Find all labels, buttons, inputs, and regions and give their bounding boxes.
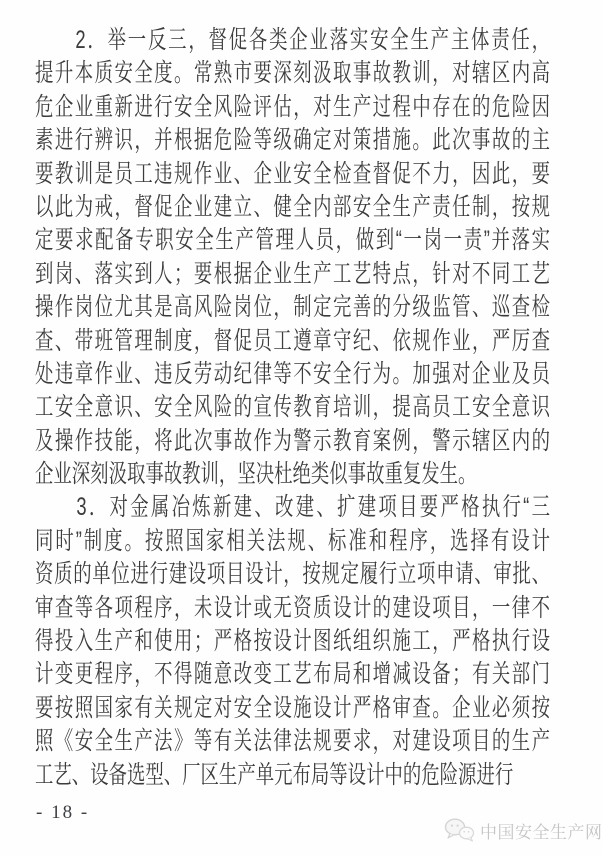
text-line: 3．对金属冶炼新建、改建、扩建项目要严格执行“三 — [35, 493, 550, 522]
text-line: 同时”制度。按照国家相关法规、标准和程序，选择有设计 — [35, 526, 550, 555]
text-line: 审查等各项程序，未设计或无资质设计的建设项目，一律不 — [35, 593, 550, 622]
text-line: 提升本质安全度。常熟市要深刻汲取事故教训，对辖区内高 — [35, 59, 550, 88]
text-line: 危企业重新进行安全风险评估，对生产过程中存在的危险因 — [35, 92, 550, 121]
text-line: 处违章作业、违反劳动纪律等不安全行为。加强对企业及员 — [35, 359, 550, 388]
watermark-text: 中国安全生产网 — [480, 822, 603, 842]
text-line: 操作岗位尤其是高风险岗位，制定完善的分级监管、巡查检 — [35, 293, 550, 322]
page-number: - 18 - — [36, 802, 90, 823]
text-line: 企业深刻汲取事故教训，坚决杜绝类似事故重复发生。 — [35, 460, 477, 489]
text-line: 2．举一反三，督促各类企业落实安全生产主体责任， — [35, 26, 550, 54]
document-body — [35, 24, 550, 792]
text-line: 工安全意识、安全风险的宣传教育培训，提高员工安全意识 — [35, 393, 550, 422]
text-line: 以此为戒，督促企业建立、健全内部安全生产责任制，按规 — [35, 192, 550, 221]
text-line: 计变更程序，不得随意改变工艺布局和增减设备；有关部门 — [35, 660, 550, 689]
text-line: 要按照国家有关规定对安全设施设计严格审查。企业必须按 — [35, 693, 550, 722]
text-line: 定要求配备专职安全生产管理人员，做到“一岗一责”并落实 — [35, 226, 550, 255]
text-line: 资质的单位进行建设项目设计，按规定履行立项申请、审批、 — [35, 560, 550, 589]
text-line: 工艺、设备选型、厂区生产单元布局等设计中的危险源进行 — [35, 760, 514, 789]
text-line: 素进行辨识，并根据危险等级确定对策措施。此次事故的主 — [35, 126, 550, 155]
text-line: 查、带班管理制度，督促员工遵章守纪、依规作业，严厉查 — [35, 326, 550, 355]
text-line: 得投入生产和使用；严格按设计图纸组织施工，严格执行设 — [35, 627, 550, 656]
wechat-icon — [443, 817, 475, 843]
text-line: 到岗、落实到人；要根据企业生产工艺特点，针对不同工艺 — [35, 259, 550, 288]
text-line: 要教训是员工违规作业、企业安全检查督促不力，因此，要 — [35, 159, 550, 188]
watermark — [443, 817, 603, 843]
text-line: 及操作技能，将此次事故作为警示教育案例，警示辖区内的 — [35, 426, 550, 455]
text-line: 照《安全生产法》等有关法律法规要求，对建设项目的生产 — [35, 727, 550, 756]
